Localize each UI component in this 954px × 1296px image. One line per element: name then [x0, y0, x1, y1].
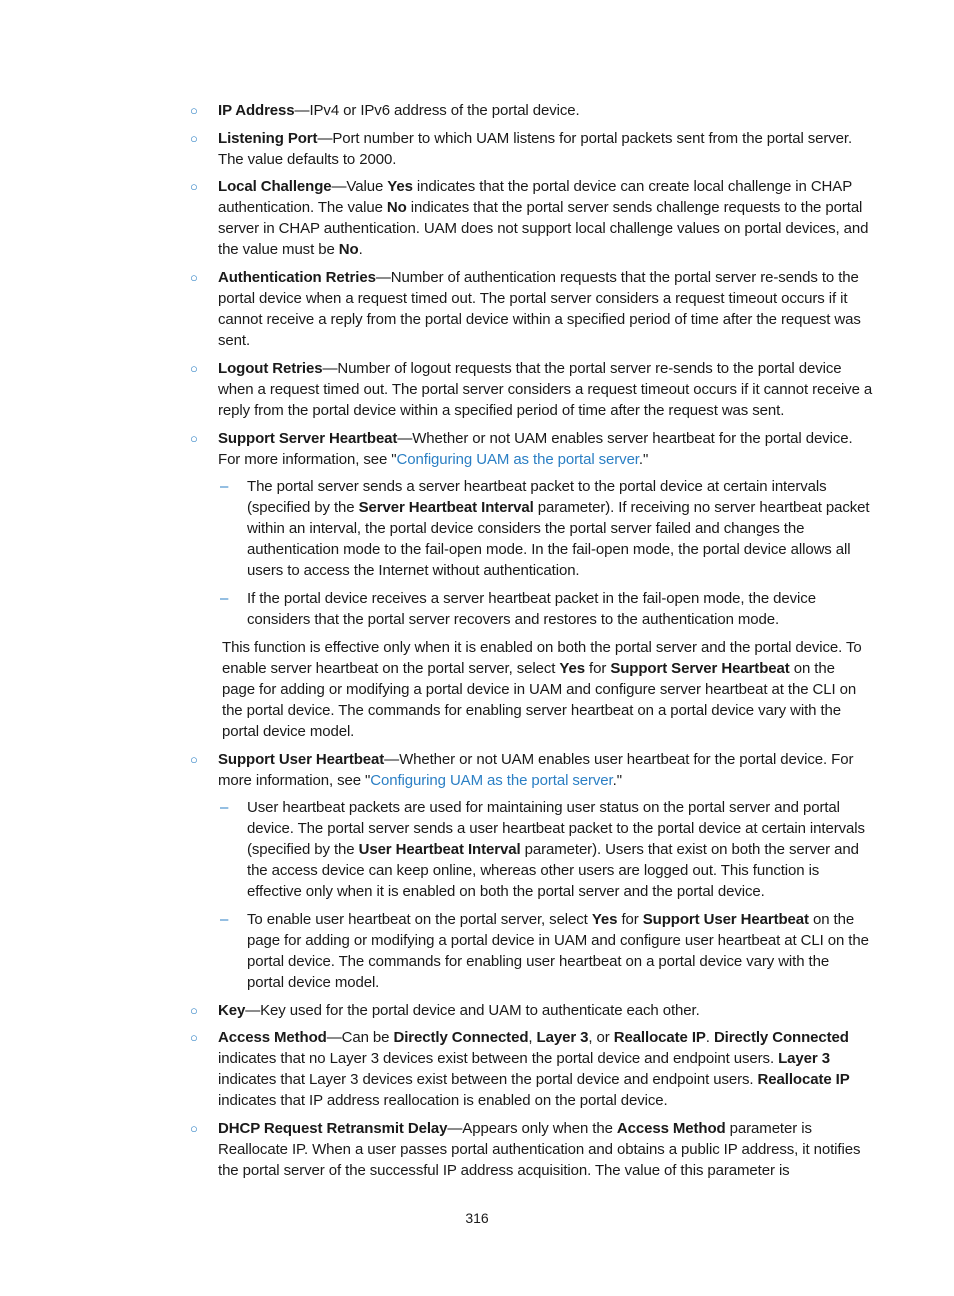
bullet-icon: ○: [190, 131, 198, 146]
term: Logout Retries: [218, 360, 323, 377]
term: Support Server Heartbeat: [218, 430, 398, 447]
bullet-icon: ○: [190, 431, 198, 446]
list-item-ip-address: ○ IP Address—IPv4 or IPv6 address of the portal device.: [190, 102, 580, 119]
configuring-uam-link[interactable]: Configuring UAM as the portal server: [370, 772, 613, 789]
bullet-icon: ○: [190, 270, 198, 285]
list-item-support-server-heartbeat: ○ Support Server Heartbeat—Whether or not UAM enables server heartbeat for the portal device. For more information, see "Configuring UAM as the portal server.": [190, 430, 853, 468]
dash-icon: –: [220, 478, 229, 495]
server-heartbeat-note: This function is effective only when it is enabled on both the portal server and the portal device. To enable server heartbeat on the portal server, select Yes for Support Server Heartbeat on the page for adding or modifying a portal device in UAM and configure server heartbeat at the CLI on the portal device. The commands for enabling server heartbeat on a portal device vary with the portal device model.: [222, 639, 862, 740]
dash-icon: –: [220, 590, 229, 607]
term: Authentication Retries: [218, 269, 376, 286]
list-item-logout-retries: ○ Logout Retries—Number of logout requests that the portal server re-sends to the portal device when a request timed out. The portal server considers a request timeout occurs if it cannot receive a reply from the portal device within a specified period of time after the request was sent.: [190, 360, 873, 419]
bullet-icon: ○: [190, 179, 198, 194]
bullet-icon: ○: [190, 1030, 198, 1045]
bullet-icon: ○: [190, 361, 198, 376]
page-number: 316: [465, 1210, 489, 1226]
term: IP Address: [218, 102, 295, 119]
list-item-listening-port: ○ Listening Port—Port number to which UAM listens for portal packets sent from the portal server. The value defaults to 2000.: [190, 130, 853, 168]
sub-item-fail-open-recovery: – If the portal device receives a server heartbeat packet in the fail-open mode, the device considers that the portal server recovers and restores to the authentication mode.: [220, 590, 816, 628]
list-item-local-challenge: ○ Local Challenge—Value Yes indicates that the portal device can create local challenge in CHAP authentication. The value No indicates that the portal server sends challenge requests to the portal server in CHAP authentication. UAM does not support local challenge values on portal devices, and the value must be No.: [190, 178, 869, 258]
term: Local Challenge: [218, 178, 332, 195]
bullet-icon: ○: [190, 103, 198, 118]
sub-item-user-heartbeat-packets: – User heartbeat packets are used for maintaining user status on the portal server and portal device. The portal server sends a user heartbeat packet to the portal device at certain intervals (specified by the User Heartbeat Interval parameter). Users that exist on both the server and the access device can keep online, whereas other users are logged out. This function is effective only when it is enabled on both the portal server and the portal device.: [220, 799, 865, 900]
bullet-icon: ○: [190, 1121, 198, 1136]
term: Access Method: [218, 1029, 327, 1046]
list-item-key: ○ Key—Key used for the portal device and UAM to authenticate each other.: [190, 1002, 700, 1019]
sub-item-enable-user-heartbeat: – To enable user heartbeat on the portal server, select Yes for Support User Heartbeat on the page for adding or modifying a portal device in UAM and configure user heartbeat at CLI on the portal device. The commands for enabling user heartbeat on a portal device vary with the portal device model.: [220, 911, 869, 991]
list-item-access-method: ○ Access Method—Can be Directly Connected, Layer 3, or Reallocate IP. Directly Connected indicates that no Layer 3 devices exist between the portal device and endpoint users. Layer 3 indicates that Layer 3 devices exist between the portal device and endpoint users. Reallocate IP indicates that IP address reallocation is enabled on the portal device.: [190, 1029, 850, 1109]
bullet-icon: ○: [190, 1003, 198, 1018]
dash-icon: –: [220, 911, 229, 928]
dash-icon: –: [220, 799, 229, 816]
bullet-icon: ○: [190, 752, 198, 767]
list-item-dhcp-request-retransmit-delay: ○ DHCP Request Retransmit Delay—Appears only when the Access Method parameter is Reallocate IP. When a user passes portal authentication and obtains a public IP address, it notifies the portal server of the successful IP address acquisition. The value of this parameter is: [190, 1120, 861, 1179]
term: Key: [218, 1002, 246, 1019]
sub-item-server-heartbeat-interval: – The portal server sends a server heartbeat packet to the portal device at certain intervals (specified by the Server Heartbeat Interval parameter). If receiving no server heartbeat packet within an interval, the portal device considers the portal server failed and changes the authentication mode to the fail-open mode. In the fail-open mode, the portal device allows all users to access the Internet without authentication.: [220, 478, 870, 579]
list-item-support-user-heartbeat: ○ Support User Heartbeat—Whether or not UAM enables user heartbeat for the portal device. For more information, see "Configuring UAM as the portal server.": [190, 751, 854, 789]
configuring-uam-link[interactable]: Configuring UAM as the portal server: [396, 451, 639, 468]
term: DHCP Request Retransmit Delay: [218, 1120, 448, 1137]
term: Listening Port: [218, 130, 318, 147]
list-item-authentication-retries: ○ Authentication Retries—Number of authentication requests that the portal server re-sends to the portal device when a request timed out. The portal server considers a request timeout occurs if it cannot receive a reply from the portal device within a specified period of time after the request was sent.: [190, 269, 861, 349]
term: Support User Heartbeat: [218, 751, 385, 768]
